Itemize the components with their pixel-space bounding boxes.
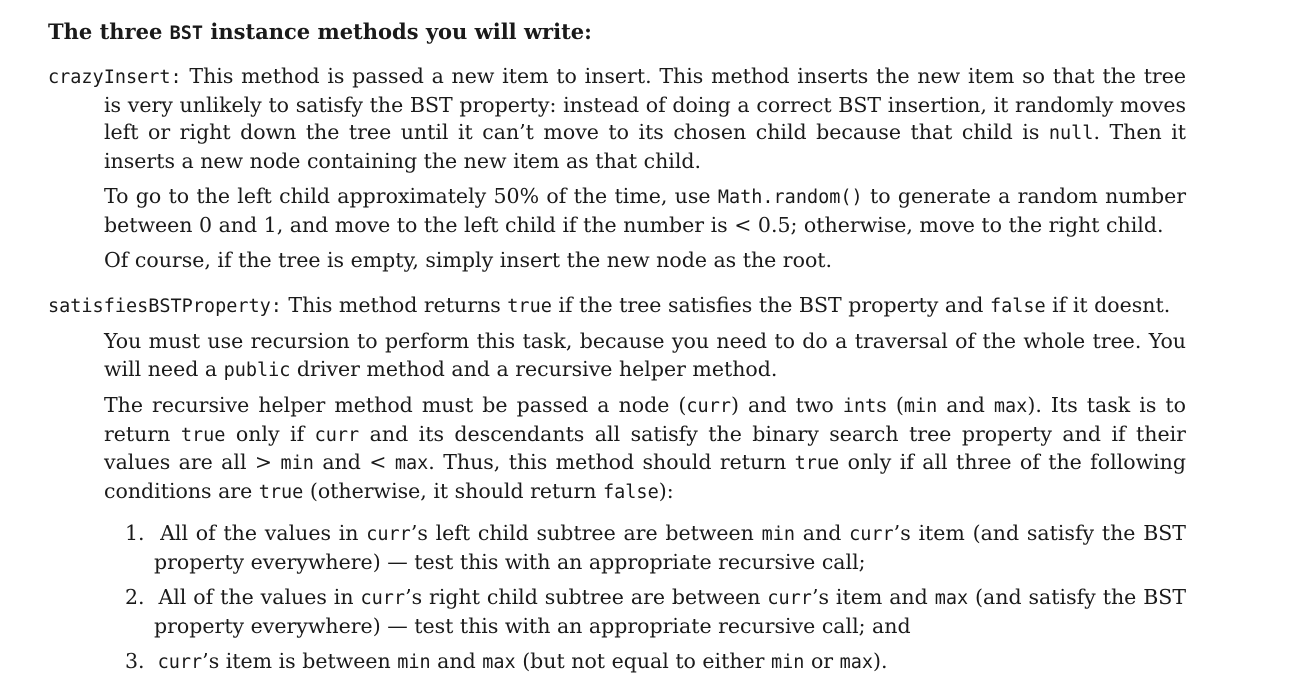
- satisfies-bst-term: satisfiesBSTProperty:: [48, 296, 282, 317]
- crazy-insert-empty-tree-paragraph: Of course, if the tree is empty, simply insert the new node as the root.: [104, 248, 833, 272]
- satisfies-bst-helper-paragraph: The recursive helper method must be passed a node (curr) and two ints (min and max). Its task is to return true only if curr and its descendants all satisfy the binary search tree property and if their values are all > min and < max. Thus, this method should return true only if all three of the following conditions are true (otherwise, it should return false):: [104, 393, 1186, 503]
- crazy-insert-random-paragraph: To go to the left child approximately 50% of the time, use Math.random() to generate a random number between 0 and 1, and move to the left child if the number is < 0.5; otherwise, move to the right child.: [104, 184, 1186, 237]
- heading-code: BST: [169, 23, 204, 44]
- condition-list-item-3: 3. curr’s item is between min and max (but not equal to either min or max).: [125, 649, 888, 673]
- crazy-insert-description: crazyInsert: This method is passed a new item to insert. This method inserts the new item so that the tree is very unlikely to satisfy the BST property: instead of doing a correct BST insertion, it randomly moves left or right down the tree until it can’t move to its chosen child because that child is null. Then it inserts a new node containing the new item as that child.: [48, 64, 1186, 173]
- crazy-insert-term: crazyInsert:: [48, 67, 182, 88]
- satisfies-bst-description: satisfiesBSTProperty: This method returns true if the tree satisfies the BST property and false if it doesnt.: [48, 293, 1171, 317]
- condition-list-item-1: 1. All of the values in curr’s left child subtree are between min and curr’s item (and satisfy the BST property everywhere) — test this with an appropriate recursive call;: [125, 521, 1186, 574]
- satisfies-bst-recursion-paragraph: You must use recursion to perform this task, because you need to do a traversal of the whole tree. You will need a public driver method and a recursive helper method.: [104, 329, 1186, 381]
- condition-list-item-2: 2. All of the values in curr’s right child subtree are between curr’s item and max (and satisfy the BST property everywhere) — test this with an appropriate recursive call; and: [125, 585, 1186, 638]
- section-heading: The three BST instance methods you will write:: [48, 19, 592, 44]
